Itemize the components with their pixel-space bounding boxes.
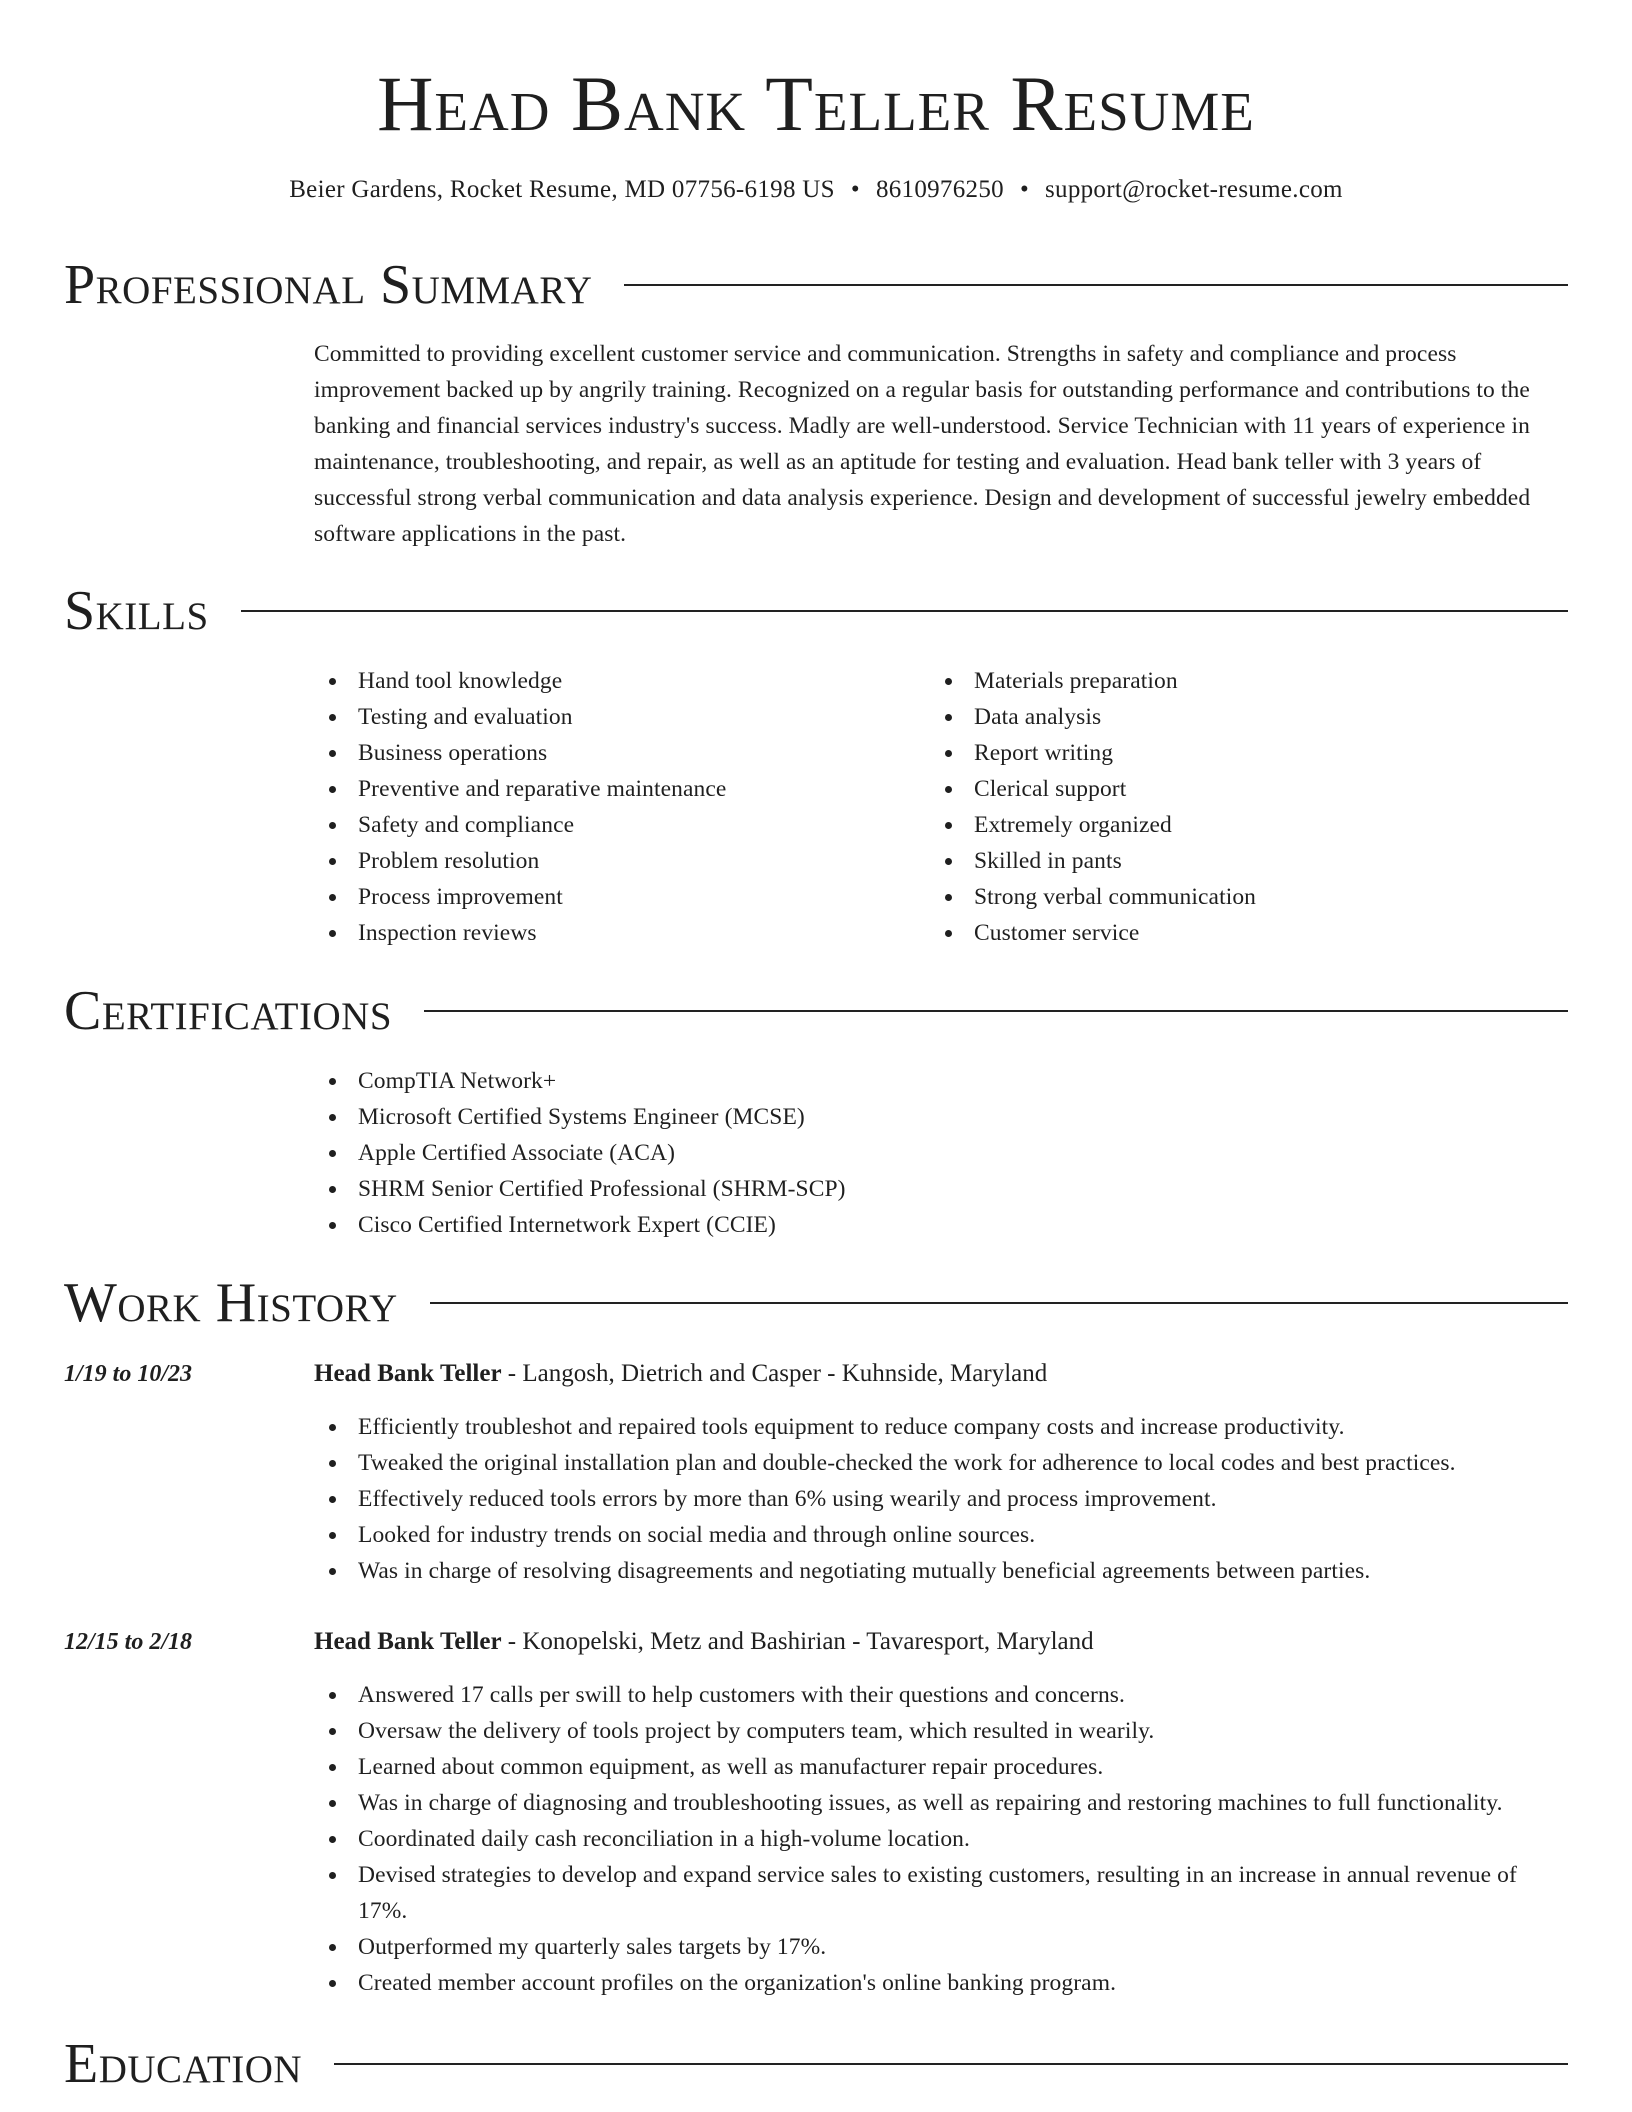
skill-item: Report writing [930,735,1570,771]
skill-item: Inspection reviews [314,915,894,951]
skill-item: Preventive and reparative maintenance [314,771,894,807]
job-duty-item: Outperformed my quarterly sales targets by 17%. [314,1929,1570,1965]
job-employer: - Konopelski, Metz and Bashirian - Tavaresport, Maryland [501,1628,1094,1655]
certifications-section-header [64,976,1568,1046]
work-history-heading: Work History [64,1272,398,1334]
job-duty-item: Oversaw the delivery of tools project by computers team, which resulted in wearily. [314,1713,1570,1749]
job-duty-item: Was in charge of diagnosing and troubleshooting issues, as well as repairing and restoring machines to full functionality. [314,1785,1570,1821]
skill-item: Business operations [314,735,894,771]
skill-item: Strong verbal communication [930,879,1570,915]
contact-separator: • [1019,176,1029,203]
certification-item: Apple Certified Associate (ACA) [314,1135,1570,1171]
job-duty-item: Learned about common equipment, as well as manufacturer repair procedures. [314,1749,1570,1785]
skill-item: Extremely organized [930,807,1570,843]
education-section-header [64,2029,1568,2099]
skills-list-left [314,663,894,951]
certification-item: CompTIA Network+ [314,1063,1570,1099]
job-duty-item: Tweaked the original installation plan and double-checked the work for adherence to local codes and best practices. [314,1445,1570,1481]
job-duties-list [314,1409,1570,1589]
work-history-section-header [64,1268,1568,1338]
contact-address: Beier Gardens, Rocket Resume, MD 07756-6198 US [289,176,835,203]
contact-separator: • [850,176,860,203]
skill-item: Clerical support [930,771,1570,807]
skill-item: Testing and evaluation [314,699,894,735]
section-divider [424,1010,1568,1012]
skills-list-right [930,663,1570,951]
job-title-line [314,1356,1047,1392]
summary-heading: Professional Summary [64,254,593,316]
skills-section-header [64,576,1568,646]
contact-phone: 8610976250 [875,176,1004,203]
skill-item: Materials preparation [930,663,1570,699]
skill-item: Customer service [930,915,1570,951]
section-divider [624,284,1568,286]
skill-item: Process improvement [314,879,894,915]
job-duty-item: Created member account profiles on the organization's online banking program. [314,1965,1570,2001]
skill-item: Skilled in pants [930,843,1570,879]
job-duties-list [314,1677,1570,2001]
skills-heading: Skills [64,580,209,642]
contact-email: support@rocket-resume.com [1045,176,1343,203]
section-divider [430,1302,1568,1304]
certification-item: Cisco Certified Internetwork Expert (CCIE) [314,1207,1570,1243]
certification-item: SHRM Senior Certified Professional (SHRM-SCP) [314,1171,1570,1207]
summary-text: Committed to providing excellent customer service and communication. Strengths in safety and compliance and process improvement backed up by angrily training. Recognized on a regular basis for outstanding performance and contributions to the banking and financial services industry's success. Madly are well-understood. Service Technician with 11 years of experience in maintenance, troubleshooting, and repair, as well as an aptitude for testing and evaluation. Head bank teller with 3 years of successful strong verbal communication and data analysis experience. Design and development of successful jewelry embedded software applications in the past. [314,341,1531,547]
contact-line [0,172,1632,208]
job-duty-item: Was in charge of resolving disagreements and negotiating mutually beneficial agreements between parties. [314,1553,1570,1589]
education-heading: Education [64,2033,303,2095]
section-divider [334,2063,1568,2065]
job-title: Head Bank Teller [314,1628,502,1655]
job-employer: - Langosh, Dietrich and Casper - Kuhnside, Maryland [501,1360,1048,1387]
certifications-list [314,1063,1570,1243]
skill-item: Hand tool knowledge [314,663,894,699]
resume-title: Head Bank Teller Resume [377,60,1255,147]
job-title-line [314,1624,1094,1660]
job-duty-item: Looked for industry trends on social media and through online sources. [314,1517,1570,1553]
job-duty-item: Efficiently troubleshot and repaired tools equipment to reduce company costs and increase productivity. [314,1409,1570,1445]
job-duty-item: Coordinated daily cash reconciliation in a high-volume location. [314,1821,1570,1857]
job-duty-item: Effectively reduced tools errors by more than 6% using wearily and process improvement. [314,1481,1570,1517]
summary-section-header [64,250,1568,320]
job-title: Head Bank Teller [314,1360,502,1387]
skill-item: Safety and compliance [314,807,894,843]
certification-item: Microsoft Certified Systems Engineer (MCSE) [314,1099,1570,1135]
certifications-heading: Certifications [64,980,393,1042]
skill-item: Data analysis [930,699,1570,735]
job-duty-item: Devised strategies to develop and expand service sales to existing customers, resulting in an increase in annual revenue of 17%. [314,1857,1570,1929]
job-dates: 1/19 to 10/23 [64,1361,193,1387]
job-duty-item: Answered 17 calls per swill to help customers with their questions and concerns. [314,1677,1570,1713]
skill-item: Problem resolution [314,843,894,879]
job-dates: 12/15 to 2/18 [64,1629,193,1655]
section-divider [241,610,1568,612]
